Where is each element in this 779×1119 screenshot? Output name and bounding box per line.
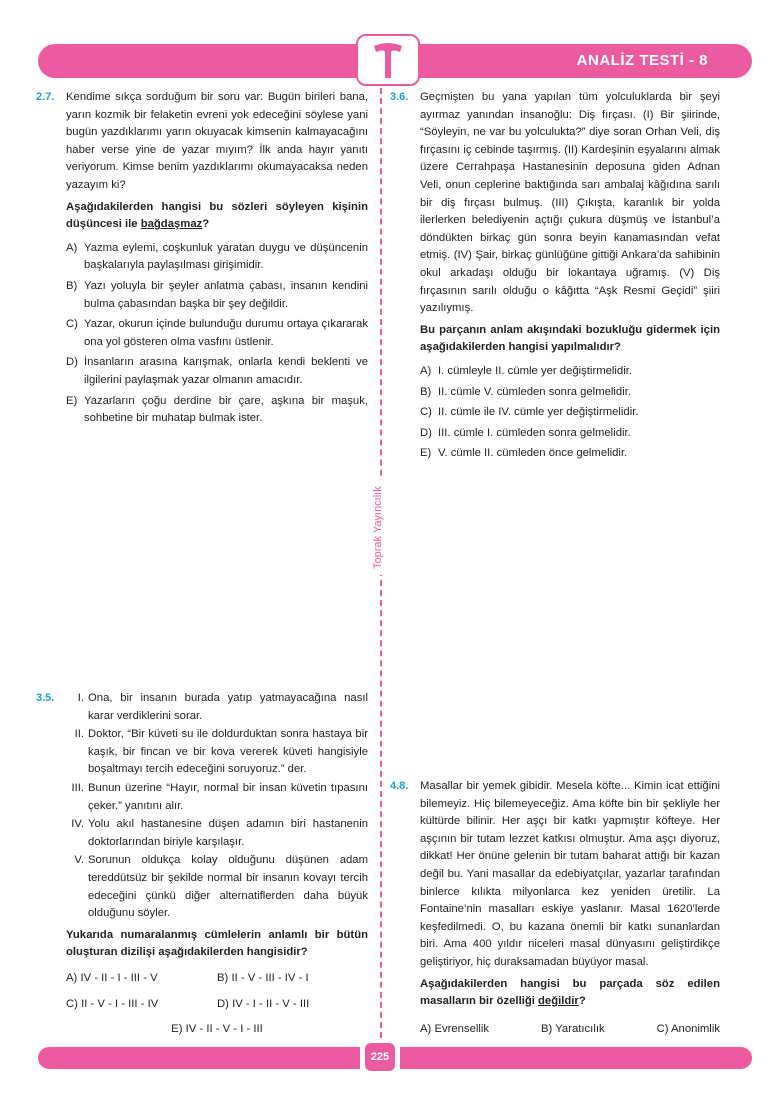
page-number: 225 [365,1043,395,1071]
header-right-band [402,44,752,78]
sentence-item: III. Bunun üzerine “Hayır, normal bir insan küvetin tıpasını çeker.” yanıtını alır. [71,781,368,812]
footer-bar [38,1047,752,1069]
option-d[interactable]: D) III. cümle I. cümleden sonra gelmelidir. [420,426,631,439]
option-b[interactable]: B) Yaratıcılık [541,1022,605,1035]
sentence-item: V. Sorunun oldukça kolay olduğunu düşünen adam tereddütsüz bir şekilde normal bir insanın kovayı tercih edeceğini çünkü diğer alternatiflerden daha büyük olduğunu söyler. [74,854,368,920]
publisher-name-vertical: Toprak Yayıncılık [372,480,384,575]
question-stem: Masallar bir yemek gibidir. Mesela köfte... Kimin icat ettiğini bilemeyiz. Hiç bilemeyeceğiz. Ama köfte bin bir şekliyle her kültürde bilinir. Her aşçı bir katkı yapmıştır köfteye. Her aşçının bir tutam lezzet katkısı olmuştur. Ama aşçı diyoruz, dikkat! Her önüne gelenin bir tutam baharat attığı bir kazan değil bu. Yani masallar da edebiyatçılar, yazarlar tarafından binlerce kılıkta milyonlarca kez yeniden üretilir. La Fontaine’nin masalları eskiye yaslanır. Masal 1620’lerde keşfedilmedi. O, bu kazana önemli bir katkı sunanlardan biri. Ama 400 yıldır niceleri masal dünyasını geliştirdikçe geliştiriyor, hiç duraksamadan büyüyor masal. [420,780,720,968]
publisher-logo-icon [370,38,406,82]
question-prompt: Yukarıda numaralanmış cümlelerin anlamlı bir bütün oluşturan dizilişi aşağıdakilerden hangisidir? [66,928,368,959]
option-a[interactable]: A) IV - II - I - III - V [66,971,158,984]
answer-options-row-1 [420,1021,720,1039]
option-e[interactable]: E) IV - II - V - I - III [171,1023,263,1036]
option-c[interactable]: C) Anonimlik [656,1022,720,1035]
question-number: 3.6. [390,91,409,103]
option-a[interactable]: A) Yazma eylemi, coşkunluk yaratan duygu ve düşüncenin başkalarıyla paylaşılması girişimidir. [66,241,368,272]
question-3-6 [390,89,720,466]
question-prompt: Aşağıdakilerden hangisi bu sözleri söyleyen kişinin düşüncesi ile bağdaşmaz? [66,200,368,231]
option-e[interactable]: E) V. cümle II. cümleden önce gelmelidir. [420,447,628,460]
emphasis-word: değildir [538,995,579,1008]
question-prompt: Bu parçanın anlam akışındaki bozukluğu gidermek için aşağıdakilerden hangisi yapılmalıdır? [420,323,720,354]
option-c[interactable]: C) II - V - I - III - IV [66,997,159,1010]
option-b[interactable]: B) II - V - III - IV - I [217,971,309,984]
sentence-item: I. Ona, bir insanın burada yatıp yatmayacağına nasıl karar verdiklerini sorar. [77,692,368,722]
option-e[interactable]: E) Yazarların çoğu derdine bir çare, aşkına bir maşuk, sohbetine bir muhatap bulmak ister. [66,394,368,425]
option-b[interactable]: B) Yazı yoluyla bir şeyler anlatma çabası, insanın kendini bulma çabasından başka bir şey değildir. [66,279,368,310]
option-c[interactable]: C) Yazar, okurun içinde bulunduğu durumu ortaya çıkararak ona yol gösteren olma vasfını üstlenir. [66,318,368,348]
test-title: ANALİZ TESTİ - 8 [576,52,708,69]
header-left-band [38,44,358,78]
question-stem: Geçmişten bu yana yapılan tüm yolculuklarda bir şeyi ayırmaz yanından insanoğlu: Diş fırçası. (I) Bir şiirinde, “Söyleyin, ne var bu yolculukta?” diye soran Orhan Veli, diş fırçasını iç cebinde taşırmış. (II) Kardeşinin eşyalarını almak üzere Cerrahpaşa Hastanesinin deposuna giden Adnan Veli, onun ceplerine baktığında sarı ambalaj kâğıdına sarılı bir diş fırçası bulmuş. (III) Çıkışta, karanlık bir yolda ilerlerken belediyenin açtığı çukura düşmüş ve İstanbul’a döndükten birkaç gün sonra beyin kanamasından vefat etmiş. (IV) Şair, birkaç günlüğüne gittiği Ankara’da sahibinin okul arkadaşı olduğu bir lokantaya uğramış. (V) Diş fırçasının sarılı olduğu o kâğıtta “Aşk Resmi Geçidi” şiiri yazılıymış. [420,91,720,315]
footer-right-band [400,1047,752,1069]
question-stem: Kendime sıkça sorduğum bir soru var: Bugün birileri bana, yarın kozmik bir felaketin evreni yok edeceğini söylese yani bugün yazdıklarımı yarın okuyacak kimsenin kalmayacağını haber verse yine de yazar mıyım? İlk anda hayır yanıtı veriyorum. Kimse benim yazdıklarımı okumayacaksa neden yazayım ki? [66,91,368,191]
answer-options [420,363,720,463]
option-c[interactable]: C) II. cümle ile IV. cümle yer değiştirmelidir. [420,406,639,419]
question-3-5 [36,690,368,1039]
footer-left-band [38,1047,360,1069]
option-a[interactable]: A) I. cümleyle II. cümle yer değiştirmelidir. [420,364,632,377]
question-2-7 [36,89,368,431]
question-number: 2.7. [36,91,55,103]
sentence-item: IV. Yolu akıl hastanesine düşen adamın biri hastanenin doktorlarından biriyle karşılaşır. [71,818,368,848]
answer-options [66,240,368,428]
answer-options [66,970,368,1021]
sentence-item: II. Doktor, “Bir küveti su ile doldurduktan sonra hastaya bir kaşık, bir fincan ve bir kova vererek küveti hangisiyle boşaltmayı tercih edeceğini soruyoruz.” der. [74,728,368,776]
option-d[interactable]: D) IV - I - II - V - III [217,997,310,1010]
option-b[interactable]: B) II. cümle V. cümleden sonra gelmelidir. [420,385,631,398]
option-d[interactable]: D) İnsanların arasına karışmak, onlarla kendi beklenti ve ilgilerini paylaşmak yazar olmanın amacıdır. [66,356,368,386]
question-prompt: Aşağıdakilerden hangisi bu parçada söz edilen masalların bir özelliği değildir? [420,977,720,1008]
numbered-sentences [66,690,368,923]
option-a[interactable]: A) Evrensellik [420,1022,490,1035]
question-4-8 [390,778,720,1062]
question-number: 3.5. [36,692,55,704]
emphasis-word: bağdaşmaz [140,218,203,231]
question-number: 4.8. [390,780,409,792]
